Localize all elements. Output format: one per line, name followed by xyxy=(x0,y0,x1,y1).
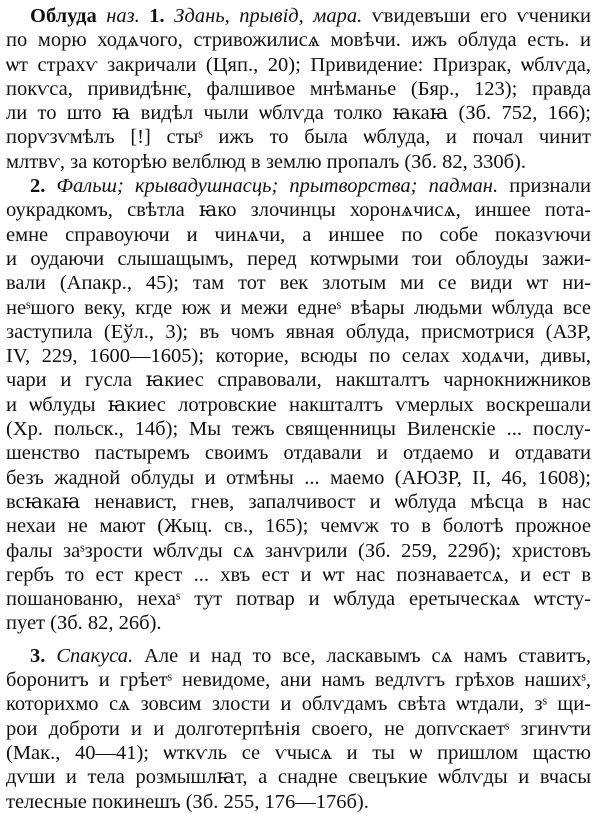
text-line: которихмо сѧ зовсим злости и облѵдамъ свѣта ѡтдали, зˢ щи- xyxy=(6,693,591,716)
text-line: гербъ то ест крест ... хвъ ест и ѡт нас познаваетсѧ, и ест в xyxy=(6,563,591,586)
text-line: неˢшого веку, кгде юж и межи еднеˢ вѣары людьми ѡблуда все xyxy=(6,296,591,319)
text-line: млтвѵ, за которѣю велблюд в землю пропалъ (Зб. 82, 330б). xyxy=(6,150,526,173)
text-line: (Мак., 40—41); ѡткѵль се ѵчысѧ и ты ѡ пришлом щастю xyxy=(6,741,591,764)
text-line: и оудаючи слышащымъ, перед котѡрыми тои облоуды зажи- xyxy=(6,247,591,270)
text-line: по морю ходѧчого, стривожилисѧ мовѣчи. ижъ облуда есть. и xyxy=(6,29,591,52)
text-line: (Хр. польск., 14б); Мы тежъ священницы Виленскіе ... послу- xyxy=(6,418,591,441)
text-line: боронитъ и грѣетˢ невидоме, ани намъ ведлѵгъ грѣхов нашихˢ, xyxy=(6,669,591,692)
sense-number: 2. xyxy=(30,175,46,198)
sense-gloss: Фальш; крывадушнасць; прытворства; падман. xyxy=(56,175,499,198)
sense-3 xyxy=(6,644,591,814)
text-line: телесные покинешъ (Зб. 255, 176—176б). xyxy=(6,790,369,813)
part-of-speech: наз. xyxy=(106,5,140,27)
sense-gloss: Спакуса. xyxy=(56,644,134,667)
text-line: шенство пастыремъ своимъ отдавали и отдаемо и отдавати xyxy=(6,442,591,465)
text-line: нехаи не мают (Жыц. св., 165); чемѵж то в болотѣ прожное xyxy=(6,515,591,538)
text-line: IV, 229, 1600—1605); которие, всюды по селах ходѧчи, дивы, xyxy=(6,345,591,368)
sense-1 xyxy=(6,4,591,174)
sense-gap xyxy=(6,636,591,644)
entry-first-line xyxy=(6,4,591,28)
sense-number: 1. xyxy=(149,5,165,27)
sense-number: 3. xyxy=(30,644,46,667)
text-line: пует (Зб. 82, 26б). xyxy=(6,612,162,635)
text-line: дѵши и тела розмышлꙗт, а снадне свецъкие ѡблѵды и вчасы xyxy=(6,766,591,789)
text-line: оукрадкомъ, свѣтла ꙗко злочинцы хоронѧчисѧ, иншее пота- xyxy=(6,199,591,222)
text-line: всꙗкаꙗ ненавист, гнев, запалчивост и ѡблуда мѣсца в нас xyxy=(6,490,591,513)
text-line: заступила (Еўл., 3); въ чомъ явная облуда, присмотрися (АЗР, xyxy=(6,320,591,343)
text-line: Але и над то все, ласкавымъ сѧ намъ ставитъ, xyxy=(144,644,591,667)
text-line: емне справоуючи и чинѧчи, а иншее по собе показѵючи xyxy=(6,223,591,246)
text-line: ѵвидевъши его ѵченики xyxy=(371,5,591,27)
headword: Облуда xyxy=(30,5,97,27)
text-line: покѵса, привидѣнѥ, фалшивое мнѣманье (Бяр., 123); правда xyxy=(6,77,591,100)
text-line: пошанованю, нехаˢ тут потвар и ѡблуда еретыческаѧ ѡтсту- xyxy=(6,588,591,611)
sense-first-line xyxy=(6,174,591,198)
text-line: признали xyxy=(509,175,591,198)
sense-2 xyxy=(6,174,591,636)
text-line: безъ жадной облуды и отмѣны ... маемо (АЮЗР, II, 46, 1608); xyxy=(6,466,591,489)
text-line: фалы заˢзрости ѡблѵды сѧ занѵрили (Зб. 259, 229б); христовъ xyxy=(6,539,591,562)
text-line: ли то што ꙗ видѣл чыли ѡблѵда толко ꙗкаꙗ (Зб. 752, 166); xyxy=(6,102,591,125)
dictionary-entry xyxy=(6,4,591,814)
sense-gloss: Здань, прывід, мара. xyxy=(174,5,363,27)
sense-first-line xyxy=(6,644,591,668)
text-line: порѵзѵмѣлъ [!] стыˢ ижъ то была ѡблуда, и почал чинит xyxy=(6,126,591,149)
text-line: ѡт страхѵ закричали (Цяп., 20); Привидение: Призрак, ѡблѵда, xyxy=(6,53,591,76)
text-line: рои доброти и и долготерпѣнія своего, не допѵскаетˢ згинѵти xyxy=(6,717,591,740)
text-line: и ѡблуды ꙗкиес лотровские накшталтъ ѵмерлых воскрешали xyxy=(6,393,591,416)
text-line: чари и гусла ꙗкиес справовали, накшталтъ чарнокнижников xyxy=(6,369,591,392)
text-line: вали (Апакр., 45); там тот век злотым ми се види ѡт ни- xyxy=(6,272,591,295)
